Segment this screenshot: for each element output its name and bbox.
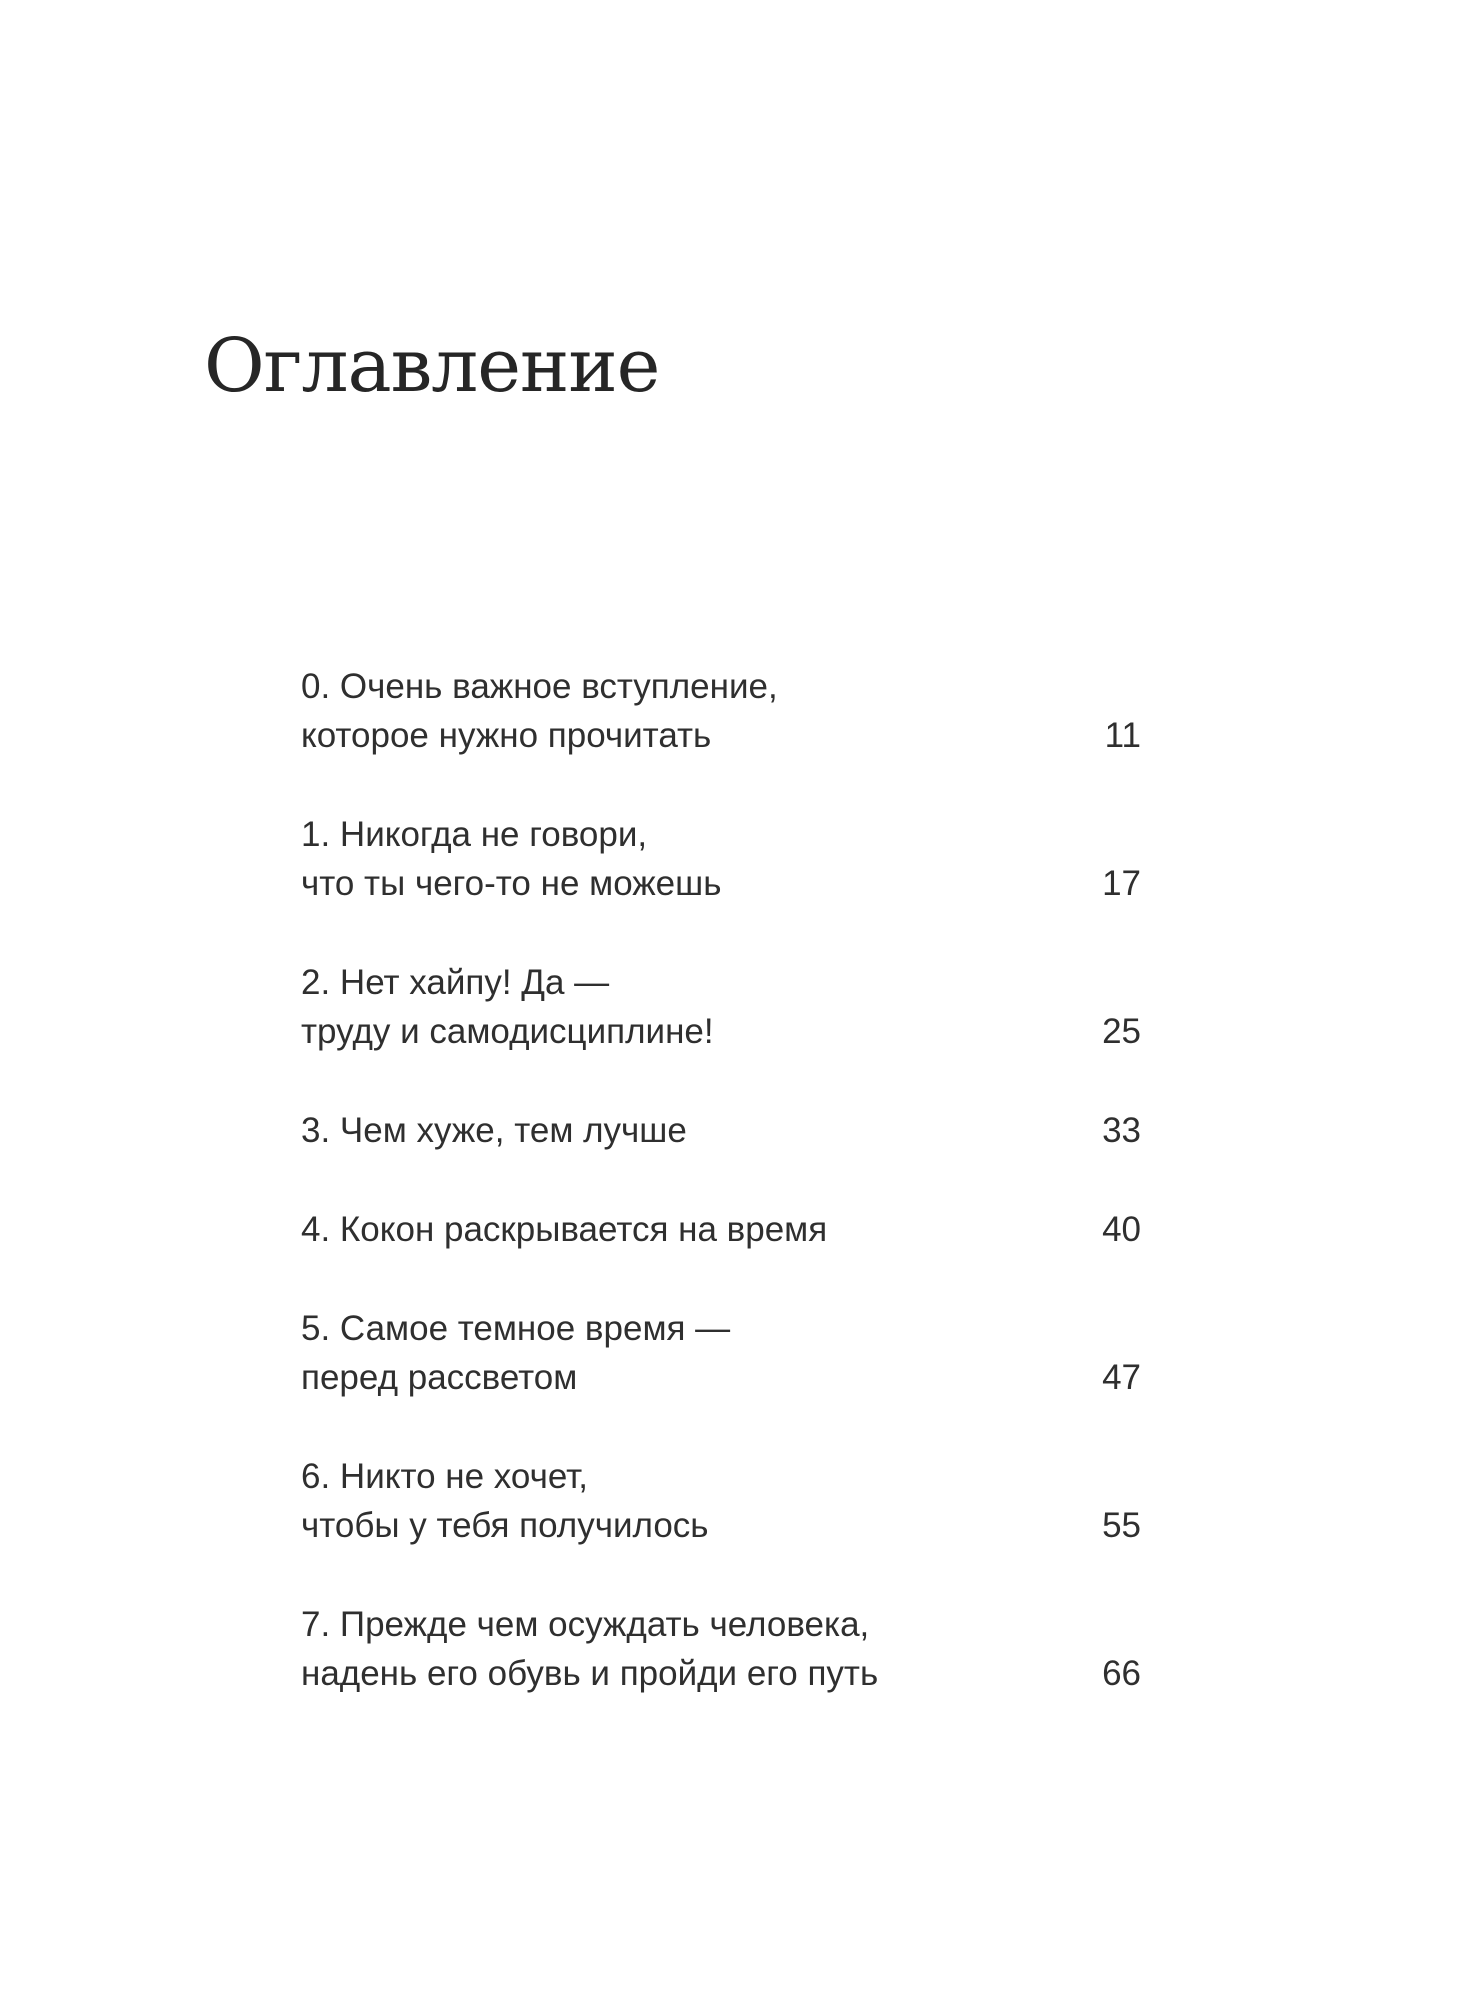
toc-entry-title-line: 5. Самое темное время — [301,1309,731,1348]
toc-entry-5 [301,1304,1141,1402]
toc-page-number: 33 [1102,1111,1141,1150]
toc-entry-title-line: которое нужно прочитать [301,716,712,755]
page-title: Оглавление [204,323,660,409]
toc-entry-title-line: 4. Кокон раскрывается на время [301,1210,828,1249]
toc-entry-title-line: перед рассветом [301,1358,578,1397]
toc-entry-4 [301,1205,1141,1254]
toc-entry-title-line: 7. Прежде чем осуждать человека, [301,1605,870,1644]
table-of-contents [301,662,1141,1748]
toc-entry-3 [301,1106,1141,1155]
toc-entry-title-line: 1. Никогда не говори, [301,815,648,854]
toc-page-number: 40 [1102,1210,1141,1249]
toc-entry-1 [301,810,1141,908]
toc-page-number: 11 [1104,716,1141,755]
toc-page-number: 66 [1102,1654,1141,1693]
toc-page-number: 47 [1102,1358,1141,1397]
toc-entry-title-line: что ты чего-то не можешь [301,864,722,903]
toc-entry-title-line: надень его обувь и пройди его путь [301,1654,879,1693]
toc-page-number: 25 [1102,1012,1141,1051]
toc-entry-title-line: труду и самодисциплине! [301,1012,714,1051]
toc-page-number: 17 [1102,864,1141,903]
toc-entry-title-line: 2. Нет хайпу! Да — [301,963,610,1002]
toc-entry-7 [301,1600,1141,1698]
toc-page-number: 55 [1102,1506,1141,1545]
toc-entry-6 [301,1452,1141,1550]
toc-entry-title-line: 3. Чем хуже, тем лучше [301,1111,687,1150]
toc-entry-title-line: 6. Никто не хочет, [301,1457,589,1496]
toc-entry-title-line: чтобы у тебя получилось [301,1506,709,1545]
toc-entry-2 [301,958,1141,1056]
toc-entry-title-line: 0. Очень важное вступление, [301,667,778,706]
toc-entry-0 [301,662,1141,760]
